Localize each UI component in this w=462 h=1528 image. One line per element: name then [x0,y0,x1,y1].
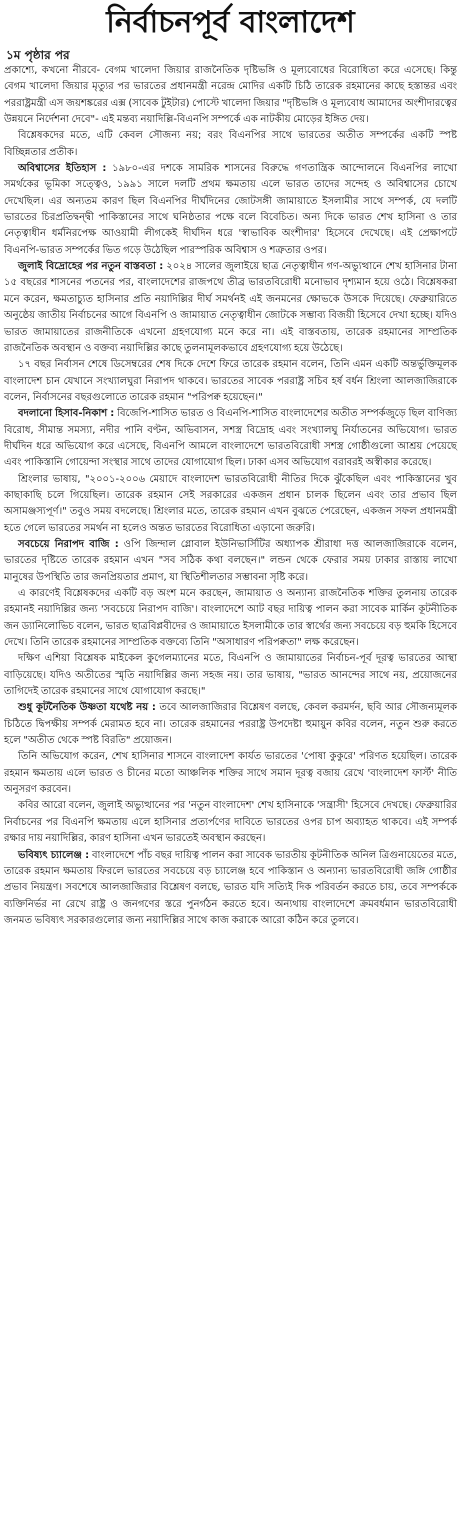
subheading: বদলানো হিসাব-নিকাশ : [18,408,115,420]
article-paragraph [4,537,457,586]
article-paragraph [4,161,457,259]
subheading: অবিশ্বাসের ইতিহাস : [18,163,107,175]
article-body [4,63,457,929]
subheading: শুধু কূটনৈতিক উষ্ণতা যথেষ্ট নয় : [18,702,156,714]
article-paragraph [4,848,457,930]
headline: নির্বাচনপূর্ব বাংলাদেশ [106,5,355,40]
paragraph-text: বিজেপি-শাসিত ভারত ও বিএনপি-শাসিত বাংলাদেশের অতীত সম্পর্কজুড়ে ছিল বাণিজ্য বিরোধ, সীমান্ত সমস্যা, নদীর পানি বণ্টন, অভিবাসন, সশস্ত্র বিদ্রোহ এবং সংখ্যালঘু নির্যাতনের অভিযোগ। ভারত দীর্ঘদিন ধরে অভিযোগ করে এসেছে, বিএনপি আমলে বাংলাদেশে ভারতবিরোধী সশস্ত্র গোষ্ঠীগুলো আশ্রয় পেয়েছে এবং পাকিস্তানি গোয়েন্দা সংস্থার সাথে তাদের যোগাযোগ ছিল। ঢাকা এসব অভিযোগ বরাবরই অস্বীকার করেছে। [4,408,457,469]
article-paragraph [4,128,457,161]
paragraph-text: তবে আলজাজিরার বিশ্লেষণ বলছে, কেবল করমর্দন, ছবি আর সৌজন্যমূলক চিঠিতে দ্বিপক্ষীয় সম্পর্ক মেরামত হবে না। তারেক রহমানের পররাষ্ট্র উপদেষ্টা হুমায়ুন কবির বলেন, নতুন শুরু করতে হলে "অতীত থেকে স্পষ্ট বিরতি" প্রয়োজন। [4,702,457,747]
continued-from-label: ১ম পৃষ্ঠার পর [6,48,70,62]
paragraph-text: ১৭ বছর নির্বাসন শেষে ডিসেম্বরের শেষ দিকে দেশে ফিরে তারেক রহমান বলেন, তিনি এমন একটি অন্তর্ভুক্তিমূলক বাংলাদেশ চান যেখানে সংখ্যালঘুরা নিরাপদ থাকবে। ভারতের সাবেক পররাষ্ট্র সচিব হর্ষ বর্ধন শ্রিংলা আলজাজিরাকে বলেন, নির্বাসনের বছরগুলোতে তারেক রহমান "পরিপক্ব হয়েছেন।" [4,359,457,403]
paragraph-text: বাংলাদেশে পাঁচ বছর দায়িত্ব পালন করা সাবেক ভারতীয় কূটনীতিক অনিল ত্রিগুনায়েতের মতে, তারেক রহমান ক্ষমতায় ফিরলে ভারতের সবচেয়ে বড় চ্যালেঞ্জ হবে পাকিস্তান ও অন্যান্য ভারতবিরোধী জঙ্গি গোষ্ঠীর প্রভাব নিয়ন্ত্রণ। সবশেষে আলজাজিরার বিশ্লেষণ বলছে, ভারত যদি সত্যিই দিক পরিবর্তন করতে চায়, তবে সম্পর্ককে ব্যক্তিনির্ভর না রেখে রাষ্ট্র ও জনগণের স্তরে পুনর্গঠন করতে হবে। অন্যথায় বাংলাদেশে ক্রমবর্ধমান ভারতবিরোধী জনমত ভবিষ্যৎ সরকারগুলোর জন্য নয়াদিল্লির সাথে কাজ করাকে আরো কঠিন করে তুলবে। [4,849,457,926]
paragraph-text: প্রকাশ্যে, কখনো নীরবে- বেগম খালেদা জিয়ার রাজনৈতিক দৃষ্টিভঙ্গি ও মূল্যবোধের বিরোধিতা করে এসেছে। কিন্তু বেগম খালেদা জিয়ার মৃত্যুর পর ভারতের প্রধানমন্ত্রী নরেন্দ্র মোদির একটি চিঠি তারেক রহমানের কাছে হস্তান্তর এবং পররাষ্ট্রমন্ত্রী এস জয়শঙ্করের এক্স (সাবেক টুইটার) পোস্টে খালেদা জিয়ার "দৃষ্টিভঙ্গি ও মূল্যবোধ আমাদের অংশীদারত্বের উন্নয়নে নির্দেশনা দেবে"- এই মন্তব্য নয়াদিল্লি-বিএনপি সম্পর্কে এক নাটকীয় মোড়ের ইঙ্গিত দেয়। [4,65,458,126]
subheading: সবচেয়ে নিরাপদ বাজি : [18,538,119,550]
paragraph-text: শ্রিংলার ভাষায়, "২০০১-২০০৬ মেয়াদে বাংলাদেশ ভারতবিরোধী নীতির দিকে ঝুঁকেছিল এবং পাকিস্তানের খুব কাছাকাছি চলে গিয়েছিল। তারেক রহমান সেই সরকারের একজন প্রধান চালক ছিলেন এবং তার প্রভাব ছিল অসামঞ্জস্যপূর্ণ।" তবুও সময় বদলেছে। শ্রিংলার মতে, তারেক রহমান এখন বুঝতে পেরেছেন, একজন সফল প্রধানমন্ত্রী হতে গেলে ভারতের সমর্থন না হলেও অন্তত ভারতের বিরোধিতা এড়ানো জরুরি। [4,473,457,534]
paragraph-text: ২০২৪ সালের জুলাইয়ে ছাত্র নেতৃত্বাধীন গণ-অভ্যুত্থানে শেখ হাসিনার টানা ১৫ বছরের শাসনের পতনের পর, বাংলাদেশের রাজপথে তীব্র ভারতবিরোধী মনোভাব দৃশ্যমান হয়ে ওঠে। বিশ্লেষকরা মনে করেন, ক্ষমতাচ্যুত হাসিনার প্রতি নয়াদিল্লির দীর্ঘ সমর্থনই এই জনমনের ক্ষোভকে উসকে দিয়েছে। ফেব্রুয়ারিতে অনুষ্ঠেয় জাতীয় নির্বাচনের আগে বিএনপি ও জামায়াত নেতৃত্বাধীন জোটকে সম্ভাব্য বিজয়ী হিসেবে দেখা হচ্ছে। যদিও ভারত জামায়াতের রাজনীতিকে এখনো গ্রহণযোগ্য মনে করে না। এই বাস্তবতায়, তারেক রহমানের সাম্প্রতিক রাজনৈতিক অবস্থান ও বক্তব্য নয়াদিল্লির কাছে তুলনামূলকভাবে গ্রহণযোগ্য হয়ে উঠেছে। [4,261,457,354]
paragraph-text: দক্ষিণ এশিয়া বিশ্লেষক মাইকেল কুগেলম্যানের মতে, বিএনপি ও জামায়াতের নির্বাচন-পূর্ব দূরত্ব ভারতের আস্থা বাড়িয়েছে। যদিও অতীতের স্মৃতি নয়াদিল্লির জন্য সহজ নয়। তার ভাষায়, "ভারত আনন্দের সাথে নয়, প্রয়োজনের তাগিদেই তারেক রহমানের সাথে যোগাযোগ করছে।" [4,653,457,698]
paragraph-text: কবির আরো বলেন, জুলাই অভ্যুত্থানের পর 'নতুন বাংলাদেশ' শেখ হাসিনাকে 'সন্ত্রাসী' হিসেবে দেখছে। ফেব্রুয়ারির নির্বাচনের পর বিএনপি ক্ষমতায় এলে হাসিনার প্রত্যর্পণের দাবিতে ভারতের ওপর চাপ অব্যাহত থাকবে। এই সম্পর্ক রক্ষার দায় নয়াদিল্লির, কারণ হাসিনা এখন ভারতেই অবস্থান করছেন। [4,800,457,845]
paragraph-text: ১৯৮০-এর দশকে সামরিক শাসনের বিরুদ্ধে গণতান্ত্রিক আন্দোলনে বিএনপির লাখো সমর্থকের ভূমিকা সত্ত্বেও, ১৯৯১ সালে দলটি প্রথম ক্ষমতায় এলে ভারত তাদের সন্দেহ ও অবিশ্বাসের চোখে দেখেছিল। এর অন্যতম কারণ ছিল বিএনপির দীর্ঘদিনের জোটসঙ্গী জামায়াতে ইসলামীর সাথে সম্পর্ক, যে দলটি ভারতের চিরপ্রতিদ্বন্দ্বী পাকিস্তানের সাথে ঘনিষ্ঠতার পক্ষে বলে বিবেচিত। অন্য দিকে ভারত শেখ হাসিনা ও তার নেতৃত্বাধীন ধর্মনিরপেক্ষ আওয়ামী লীগকেই দীর্ঘদিন ধরে 'স্বাভাবিক অংশীদার' হিসেবে দেখেছে। এই প্রেক্ষাপটে বিএনপি-ভারত সম্পর্কের ভিত গড়ে উঠেছিল পারস্পরিক অবিশ্বাস ও শত্রুতার ওপর। [4,163,457,256]
article-paragraph [4,472,457,537]
article-paragraph [4,651,457,700]
subheading: জুলাই বিদ্রোহের পর নতুন বাস্তবতা : [18,261,164,273]
article-paragraph [4,357,457,406]
article-paragraph [4,406,457,471]
paragraph-text: এ কারণেই বিশ্লেষকদের একটি বড় অংশ মনে করছেন, জামায়াত ও অন্যান্য রাজনৈতিক শক্তির তুলনায় তারেক রহমানই নয়াদিল্লির জন্য 'সবচেয়ে নিরাপদ বাজি'। বাংলাদেশে আট বছর দায়িত্ব পালন করা সাবেক মার্কিন কূটনীতিক জন ড্যানিলোভিচ বলেন, ভারত ছাত্রবিপ্লবীদের ও জামায়াতে ইসলামীকে তার স্বার্থের জন্য সবচেয়ে বড় হুমকি হিসেবে দেখে। তিনি তারেক রহমানের সাম্প্রতিক বক্তব্যে তিনি "অসাধারণ পরিপক্বতা" লক্ষ করেছেন। [4,588,457,649]
article-paragraph [4,798,457,847]
article-paragraph [4,586,457,651]
article-paragraph [4,63,457,128]
article-paragraph [4,749,457,798]
paragraph-text: ওপি জিন্দাল গ্লোবাল ইউনিভার্সিটির অধ্যাপক শ্রীরাধা দত্ত আলজাজিরাকে বলেন, ভারতের দৃষ্টিতে তারেক রহমান এখন "সব সঠিক কথা বলছেন।" লন্ডন থেকে ফেরার সময় ঢাকার রাস্তায় লাখো মানুষের উপস্থিতি তার জনপ্রিয়তার প্রমাণ, যা স্থিতিশীলতার সম্ভাবনা সৃষ্টি করে। [4,538,458,583]
paragraph-text: তিনি অভিযোগ করেন, শেখ হাসিনার শাসনে বাংলাদেশ কার্যত ভারতের 'পোষা কুকুরে' পরিণত হয়েছিল। তারেক রহমান ক্ষমতায় এলে ভারত ও চীনের মতো আঞ্চলিক শক্তির সাথে সমান দূরত্ব বজায় রেখে 'বাংলাদেশ ফার্স্ট' নীতি অনুসরণ করবেন। [4,751,457,796]
article-paragraph [4,700,457,749]
article-paragraph [4,259,457,357]
subheading: ভবিষ্যৎ চ্যালেঞ্জ : [18,849,90,861]
paragraph-text: বিশ্লেষকদের মতে, এটি কেবল সৌজন্য নয়; বরং বিএনপির সাথে ভারতের অতীত সম্পর্কের একটি স্পষ্ট বিচ্ছিন্নতার প্রতীক। [4,130,457,158]
